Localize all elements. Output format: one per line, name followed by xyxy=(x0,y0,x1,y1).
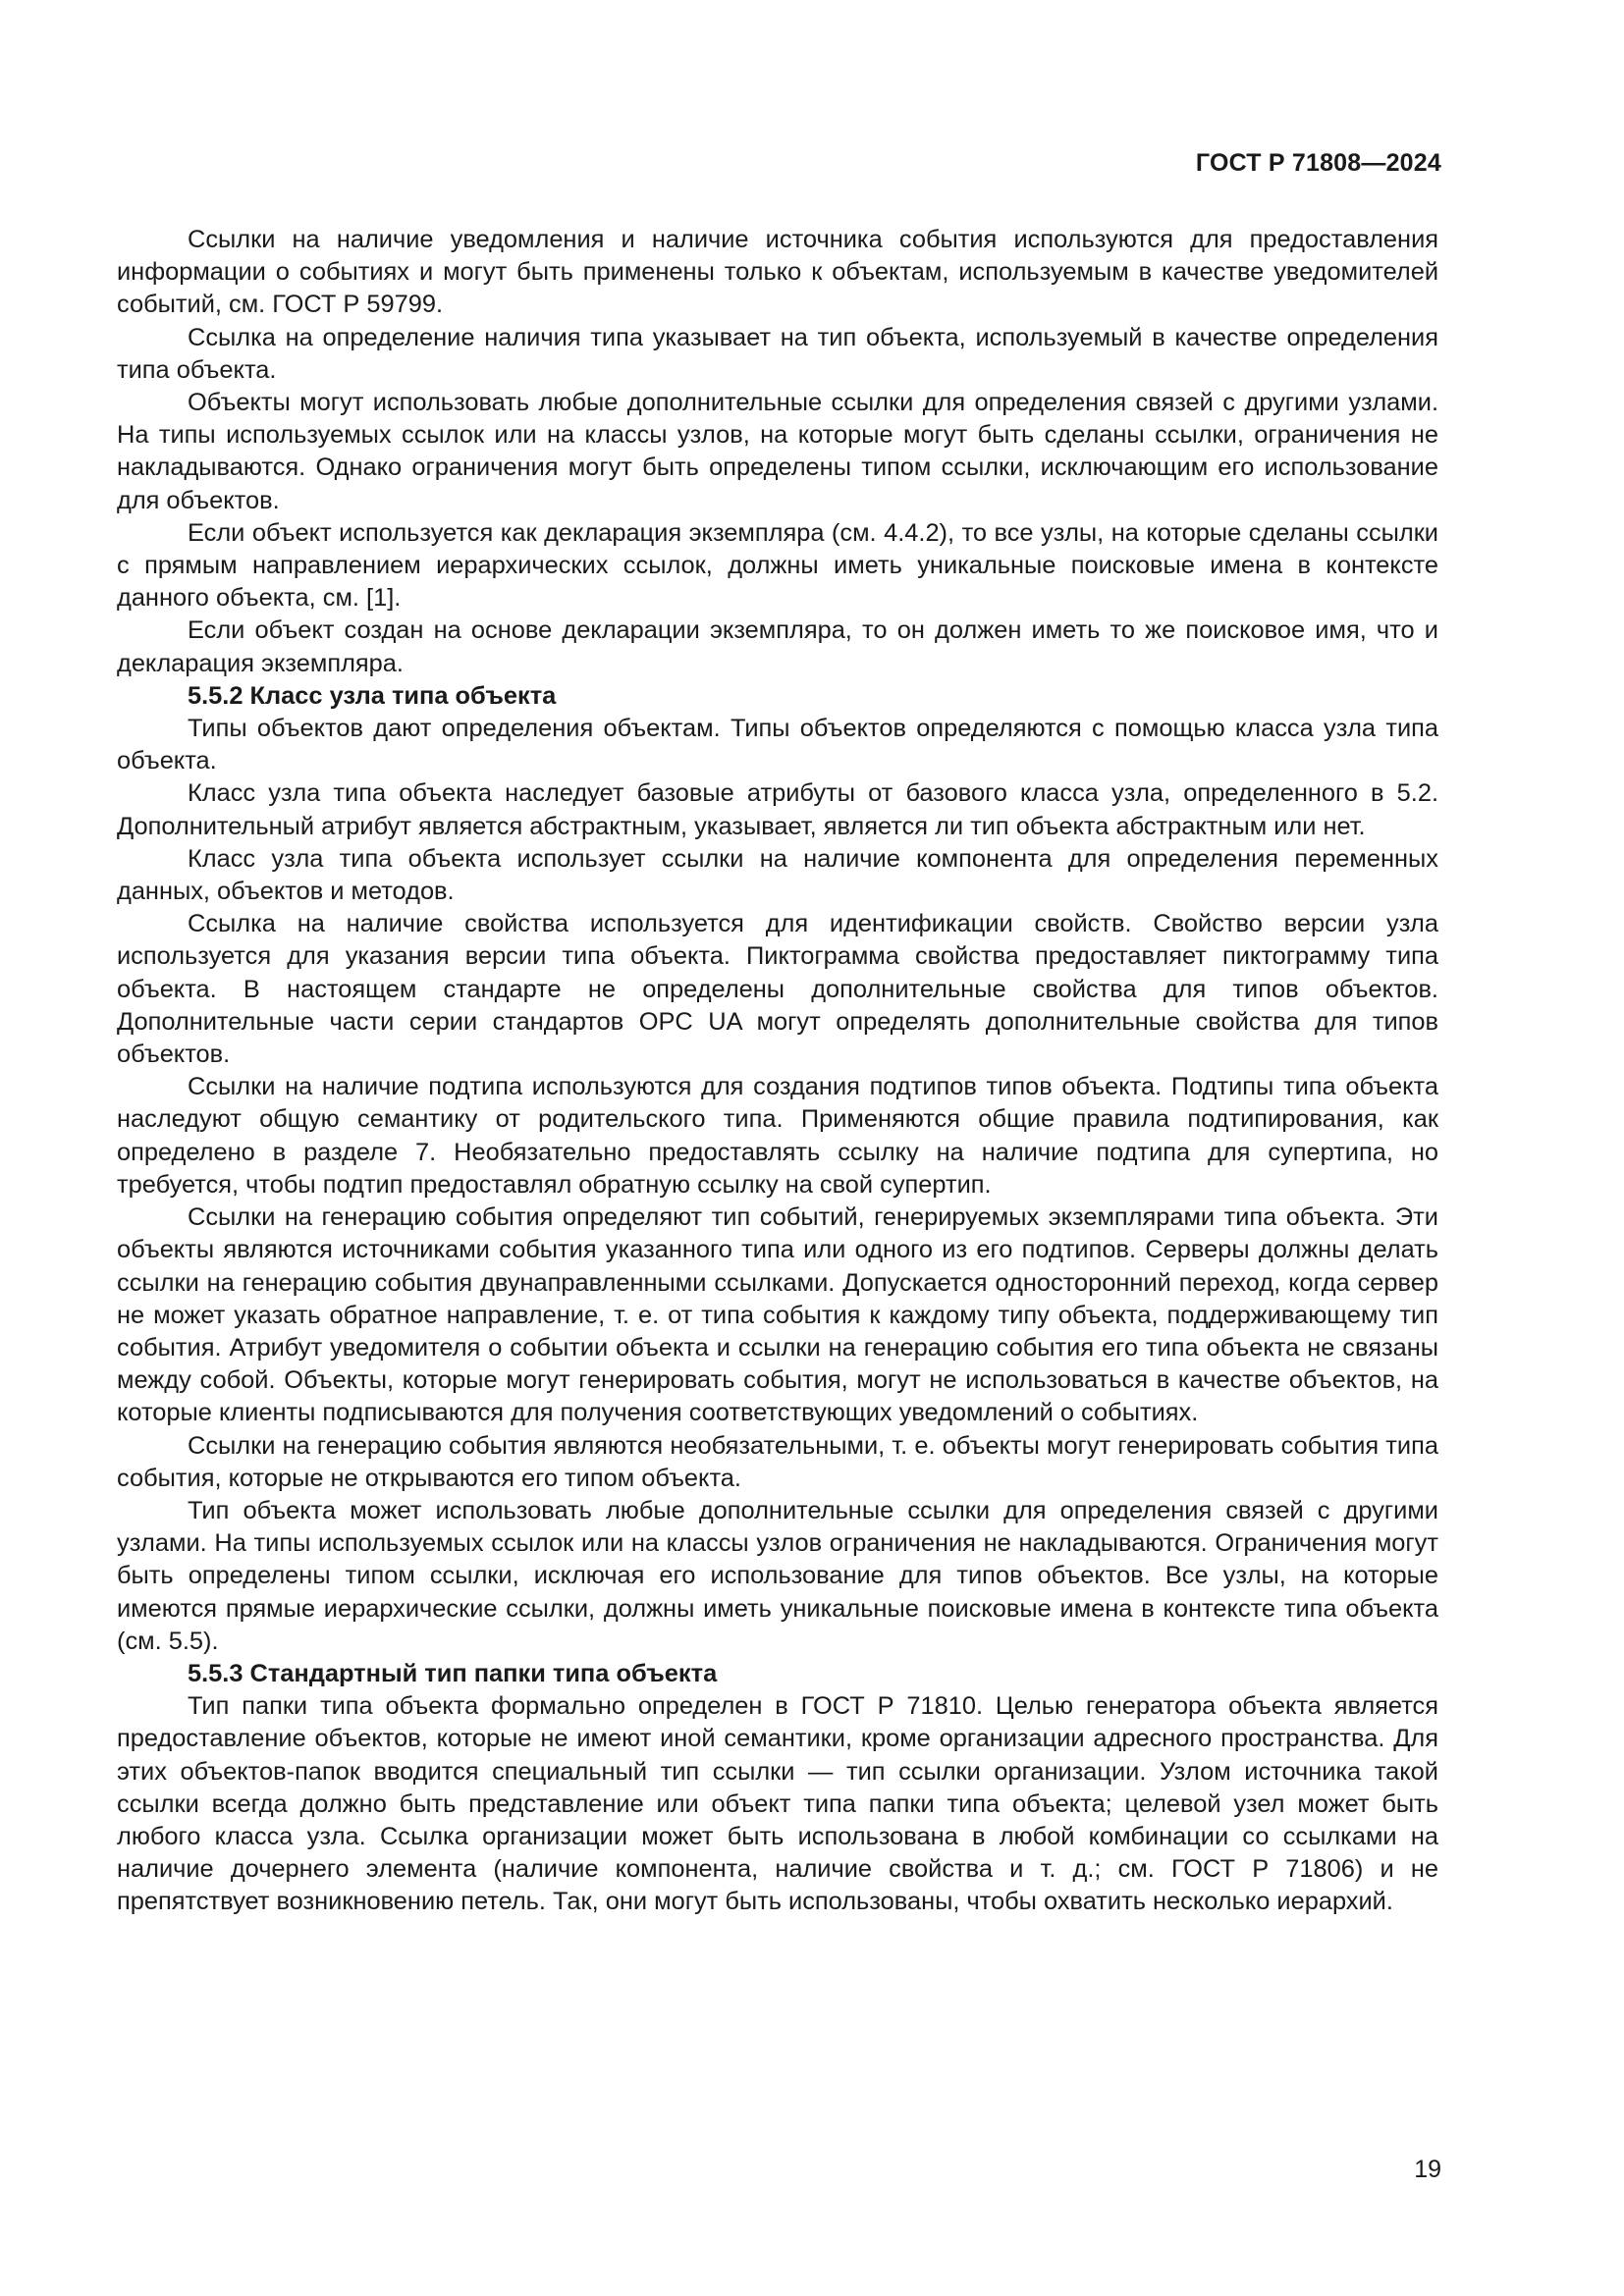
paragraph: Класс узла типа объекта использует ссылки на наличие компонента для определения переменных данных, объектов и методов. xyxy=(117,844,1438,906)
paragraph: Если объект создан на основе декларации экземпляра, то он должен иметь то же поисковое имя, что и декларация экземпляра. xyxy=(117,616,1438,677)
paragraph: Класс узла типа объекта наследует базовые атрибуты от базового класса узла, определенного в 5.2. Дополнительный атрибут является абстрактным, указывает, является ли тип объекта абстрактным или нет. xyxy=(117,779,1438,840)
paragraph: Объекты могут использовать любые дополнительные ссылки для определения связей с другими узлами. На типы используемых ссылок или на классы узлов, на которые могут быть сделаны ссылки, ограничения не накладываются. Однако ограничения могут быть определены типом ссылки, исключающим его использование для объектов. xyxy=(117,389,1438,514)
document-body xyxy=(117,224,1438,1919)
paragraph: Если объект используется как декларация экземпляра (см. 4.4.2), то все узлы, на которые сделаны ссылки с прямым направлением иерархических ссылок, должны иметь уникальные поисковые имена в контексте данного объекта, см. [1]. xyxy=(117,518,1438,613)
paragraph: Ссылки на наличие подтипа используются для создания подтипов типов объекта. Подтипы типа объекта наследуют общую семантику от родительского типа. Применяются общие правила подтипирования, как определено в разделе 7. Необязательно предоставлять ссылку на наличие подтипа для супертипа, но требуется, чтобы подтип предоставлял обратную ссылку на свой супертип. xyxy=(117,1073,1438,1199)
document-header xyxy=(1196,149,1441,178)
section-heading-5-5-3: 5.5.3 Стандартный тип папки типа объекта xyxy=(188,1659,718,1687)
page-number: 19 xyxy=(1414,2156,1441,2183)
paragraph: Ссылка на определение наличия типа указывает на тип объекта, используемый в качестве определения типа объекта. xyxy=(117,323,1438,384)
paragraph: Ссылка на наличие свойства используется для идентификации свойств. Свойство версии узла используется для указания версии типа объекта. Пиктограмма свойства предоставляет пиктограмму типа объекта. В настоящем стандарте не определены дополнительные свойства для типов объектов. Дополнительные части серии стандартов OPC UA могут определять дополнительные свойства для типов объектов. xyxy=(117,910,1438,1069)
section-heading-5-5-2: 5.5.2 Класс узла типа объекта xyxy=(188,681,557,710)
paragraph: Типы объектов дают определения объектам. Типы объектов определяются с помощью класса узла типа объекта. xyxy=(117,715,1438,775)
paragraph: Тип объекта может использовать любые дополнительные ссылки для определения связей с другими узлами. На типы используемых ссылок или на классы узлов ограничения не накладываются. Ограничения могут быть определены типом ссылки, исключая его использование для типов объектов. Все узлы, на которые имеются прямые иерархические ссылки, должны иметь уникальные поисковые имена в контексте типа объекта (см. 5.5). xyxy=(117,1496,1438,1655)
paragraph: Ссылки на генерацию события определяют тип событий, генерируемых экземплярами типа объекта. Эти объекты являются источниками события указанного типа или одного из его подтипов. Серверы должны делать ссылки на генерацию события двунаправленными ссылками. Допускается односторонний переход, когда сервер не может указать обратное направление, т. е. от типа события к каждому типу объекта, поддерживающему тип события. Атрибут уведомителя о событии объекта и ссылки на генерацию события его типа объекта не связаны между собой. Объекты, которые могут генерировать события, могут не использоваться в качестве объектов, на которые клиенты подписываются для получения соответствующих уведомлений о событиях. xyxy=(117,1203,1438,1427)
paragraph: Ссылки на генерацию события являются необязательными, т. е. объекты могут генерировать события типа события, которые не открываются его типом объекта. xyxy=(117,1431,1438,1492)
document-number: ГОСТ Р 71808—2024 xyxy=(1195,149,1441,177)
paragraph: Тип папки типа объекта формально определен в ГОСТ Р 71810. Целью генератора объекта является предоставление объектов, которые не имеют иной семантики, кроме организации адресного пространства. Для этих объектов-папок вводится специальный тип ссылки — тип ссылки организации. Узлом источника такой ссылки всегда должно быть представление или объект типа папки типа объекта; целевой узел может быть любого класса узла. Ссылка организации может быть использована в любой комбинации со ссылками на наличие дочернего элемента (наличие компонента, наличие свойства и т. д.; см. ГОСТ Р 71806) и не препятствует возникновению петель. Так, они могут быть использованы, чтобы охватить несколько иерархий. xyxy=(117,1692,1438,1916)
paragraph: Ссылки на наличие уведомления и наличие источника события используются для предоставления информации о событиях и могут быть применены только к объектам, используемым в качестве уведомителей событий, см. ГОСТ Р 59799. xyxy=(117,226,1438,319)
